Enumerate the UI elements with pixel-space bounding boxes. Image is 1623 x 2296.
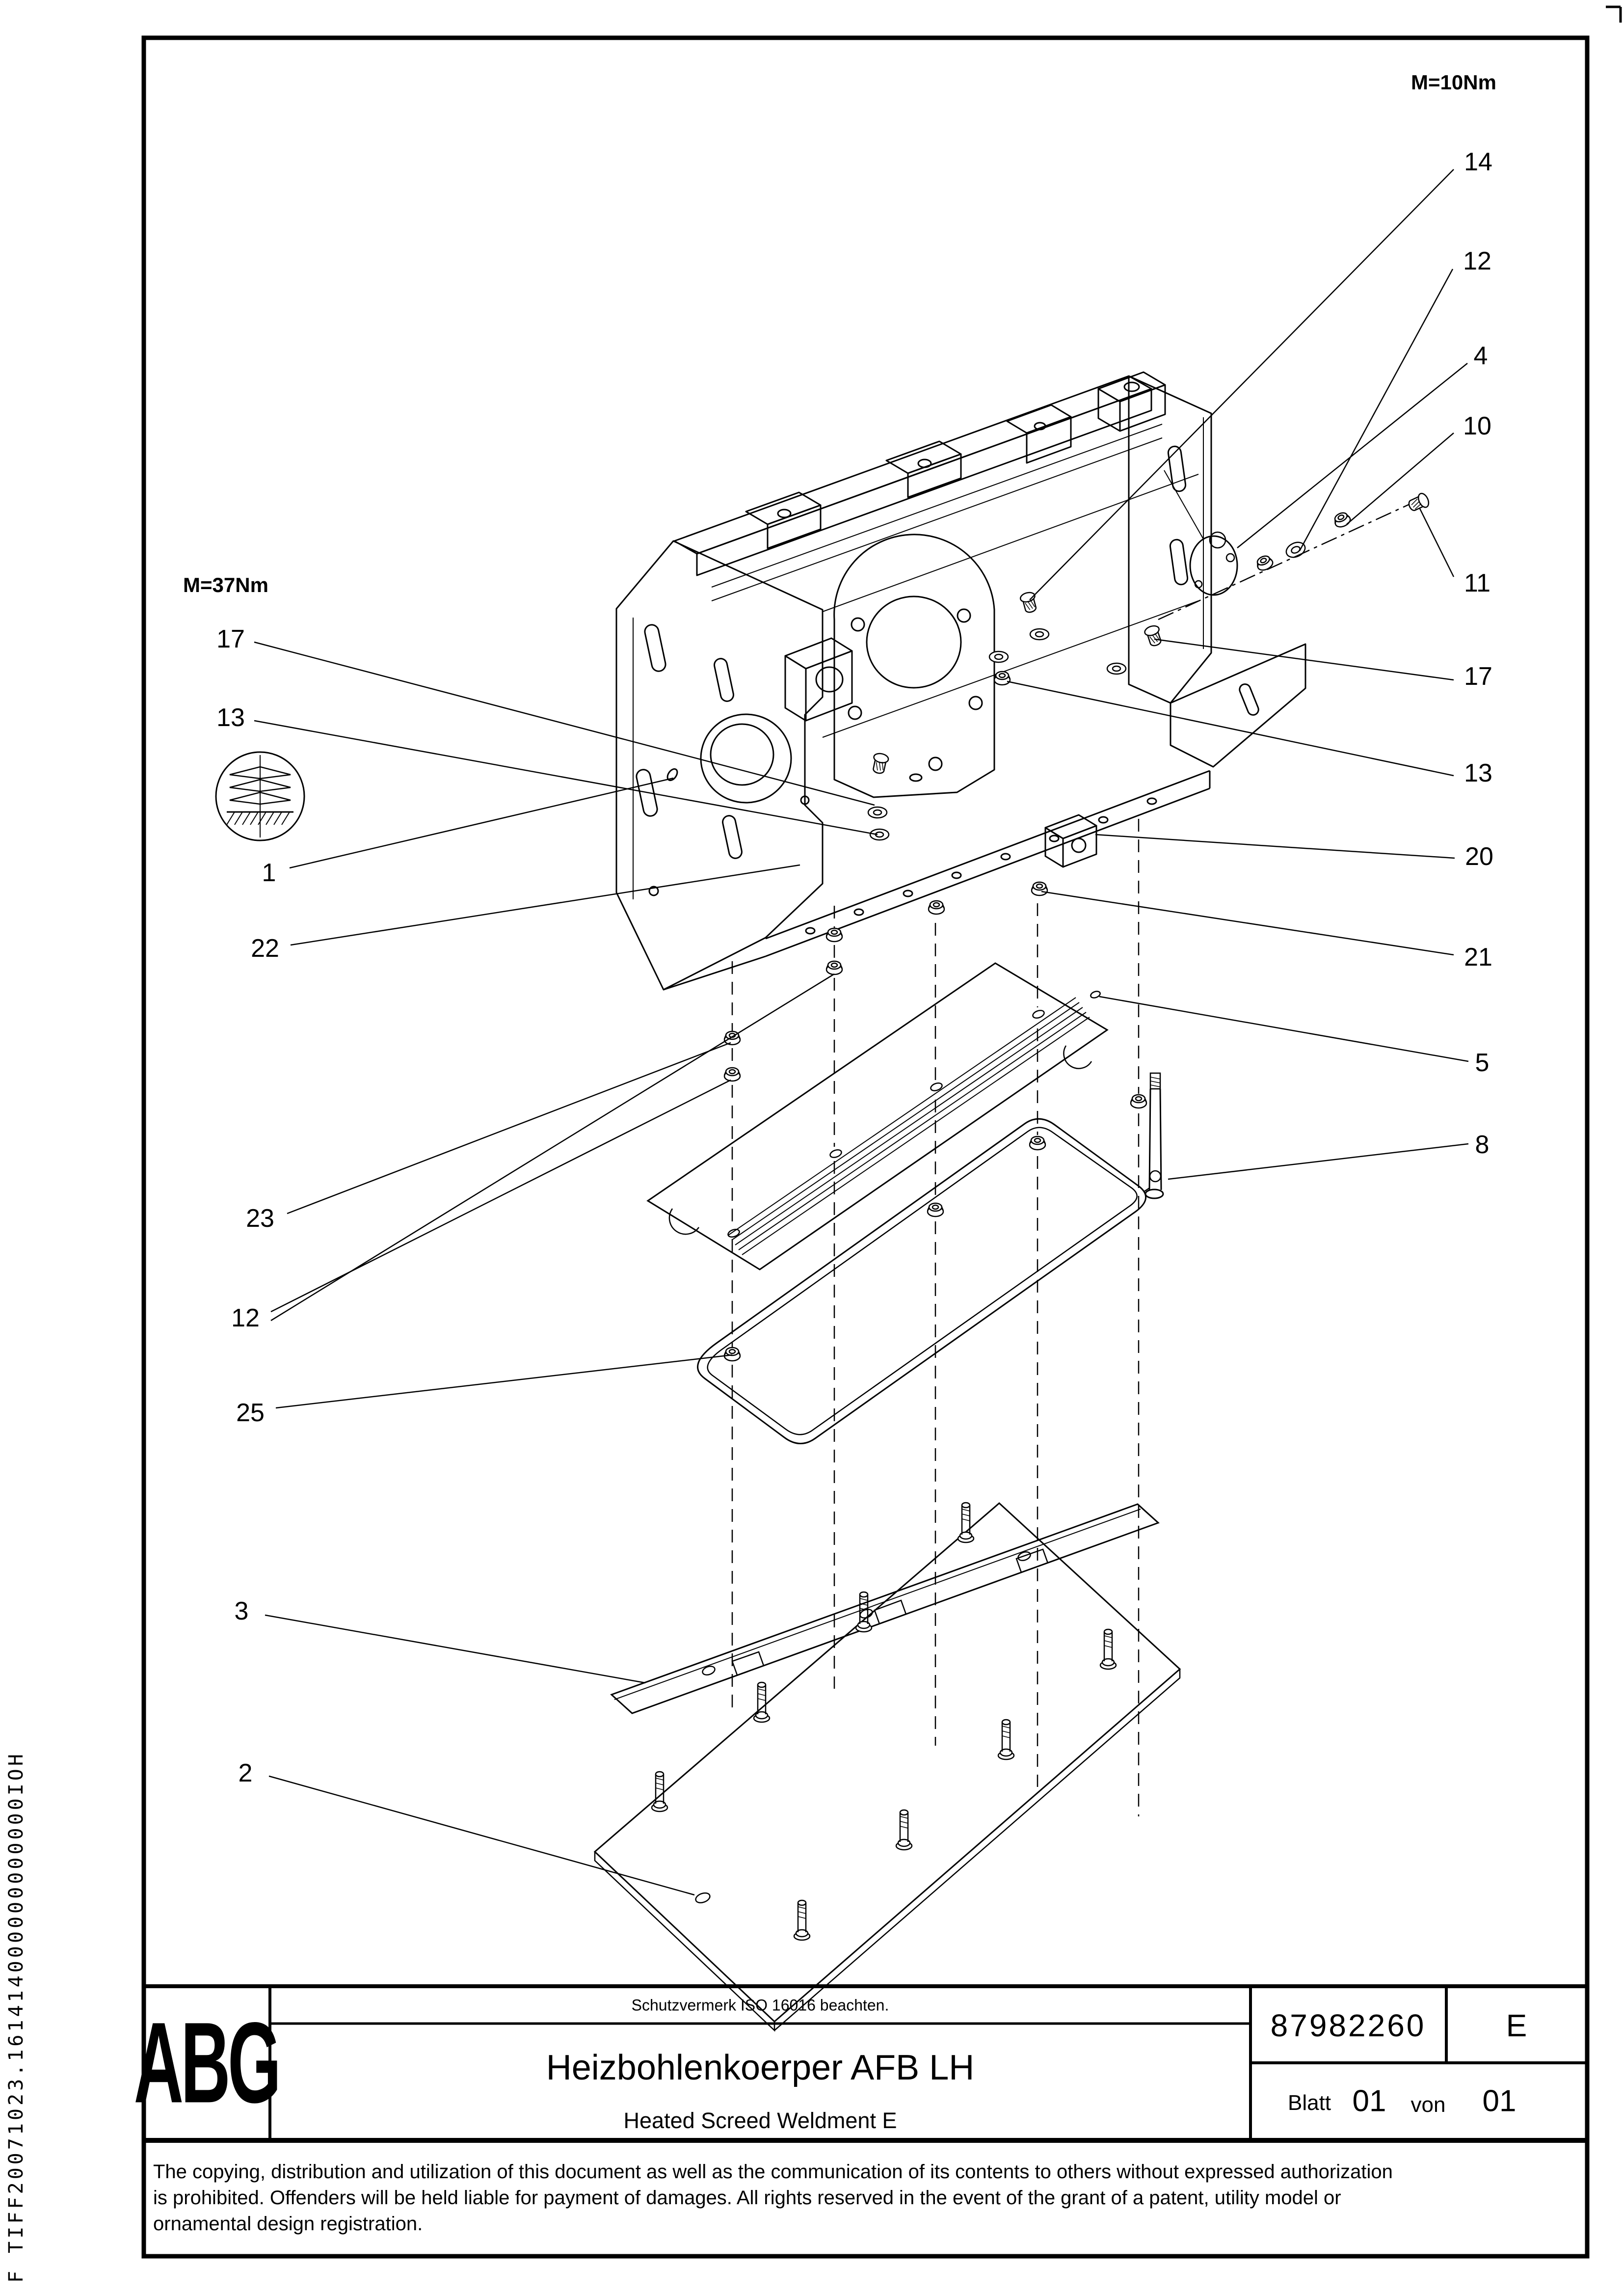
- leader-line-13: [1007, 681, 1454, 776]
- weldment-body: [616, 372, 1305, 990]
- torque-note-left: M=37Nm: [183, 573, 268, 596]
- callout-label-10: 10: [1463, 412, 1491, 440]
- leader-line-5: [1099, 997, 1468, 1061]
- callout-label-22: 22: [251, 934, 279, 963]
- leader-line-8: [1168, 1144, 1468, 1179]
- guide-block: [785, 638, 852, 721]
- part-number: 87982260: [1270, 2008, 1426, 2043]
- callout-label-12: 12: [231, 1304, 260, 1332]
- leader-line-13: [254, 721, 878, 835]
- callout-label-5: 5: [1475, 1049, 1490, 1077]
- callout-label-21: 21: [1464, 943, 1492, 972]
- leader-line-2: [269, 1776, 694, 1895]
- leader-line-23: [287, 1043, 731, 1214]
- leader-line-17: [254, 642, 875, 805]
- file-id-side-text: F TIFF20071023.161414000000000000IOH: [5, 1751, 27, 2283]
- disc-spring-detail: [216, 752, 304, 840]
- drawing-title-de: Heizbohlenkoerper AFB LH: [546, 2048, 975, 2087]
- disclaimer-line: The copying, distribution and utilization of this document as well as the communication of its contents to others without expressed authorization: [153, 2161, 1393, 2183]
- heat-shield-plate: [648, 963, 1107, 1270]
- torque-note-right: M=10Nm: [1411, 71, 1496, 94]
- fastener-columns: [732, 819, 1139, 1816]
- callout-label-12: 12: [1463, 247, 1491, 275]
- bottom-rail: [664, 771, 1210, 990]
- callout-label-4: 4: [1473, 342, 1488, 370]
- leader-line-21: [1041, 891, 1454, 955]
- heating-element: [698, 1073, 1163, 1444]
- of-label: von: [1410, 2093, 1446, 2117]
- sheet-label: Blatt: [1287, 2091, 1331, 2115]
- callout-label-17: 17: [1464, 662, 1492, 691]
- callout-label-23: 23: [246, 1204, 274, 1233]
- callout-label-13: 13: [216, 703, 245, 732]
- callout-label-20: 20: [1465, 842, 1493, 871]
- element-terminal: [1144, 1073, 1163, 1198]
- company-logo: ABG: [133, 1999, 279, 2127]
- washer-detail-group: [1158, 470, 1431, 620]
- bearing-flange: [834, 535, 994, 797]
- leader-line-12: [271, 1080, 731, 1312]
- sheet-frame: [144, 7, 1621, 2256]
- bottom-plate: [595, 1503, 1180, 2030]
- leader-lines: [254, 169, 1468, 1895]
- leader-line-20: [1095, 835, 1455, 858]
- disclaimer-line: ornamental design registration.: [153, 2213, 423, 2235]
- callout-label-13: 13: [1464, 759, 1492, 787]
- leader-line-3: [265, 1615, 645, 1683]
- left-end-plate: [616, 541, 823, 990]
- copyright-disclaimer: [153, 2159, 1567, 2237]
- callout-label-14: 14: [1464, 148, 1492, 176]
- drawing-title-en: Heated Screed Weldment E: [623, 2108, 897, 2133]
- callout-label-2: 2: [238, 1759, 253, 1787]
- revision-code: E: [1506, 2008, 1527, 2043]
- callout-label-17: 17: [216, 625, 245, 653]
- callout-label-25: 25: [236, 1399, 265, 1427]
- plate-studs: [652, 1503, 1116, 1940]
- of-value: 01: [1482, 2084, 1517, 2118]
- body-fasteners: [868, 591, 1164, 914]
- sheet-value: 01: [1352, 2084, 1386, 2118]
- top-rail: [674, 376, 1162, 601]
- leader-line-22: [291, 865, 800, 945]
- protection-note: Schutzvermerk ISO 16016 beachten.: [631, 1996, 889, 2014]
- callout-label-3: 3: [234, 1597, 249, 1625]
- leader-line-12: [1300, 269, 1453, 551]
- leader-line-25: [276, 1355, 732, 1408]
- callout-label-8: 8: [1475, 1131, 1490, 1159]
- clamp-strip: [612, 1504, 1158, 1713]
- disclaimer-line: is prohibited. Offenders will be held liable for payment of damages. All rights reserved in the event of the grant of a patent, utility model or: [153, 2187, 1341, 2209]
- leader-line-12: [271, 974, 834, 1321]
- callout-label-1: 1: [262, 859, 276, 887]
- callout-label-11: 11: [1464, 569, 1490, 597]
- leader-line-11: [1419, 508, 1454, 577]
